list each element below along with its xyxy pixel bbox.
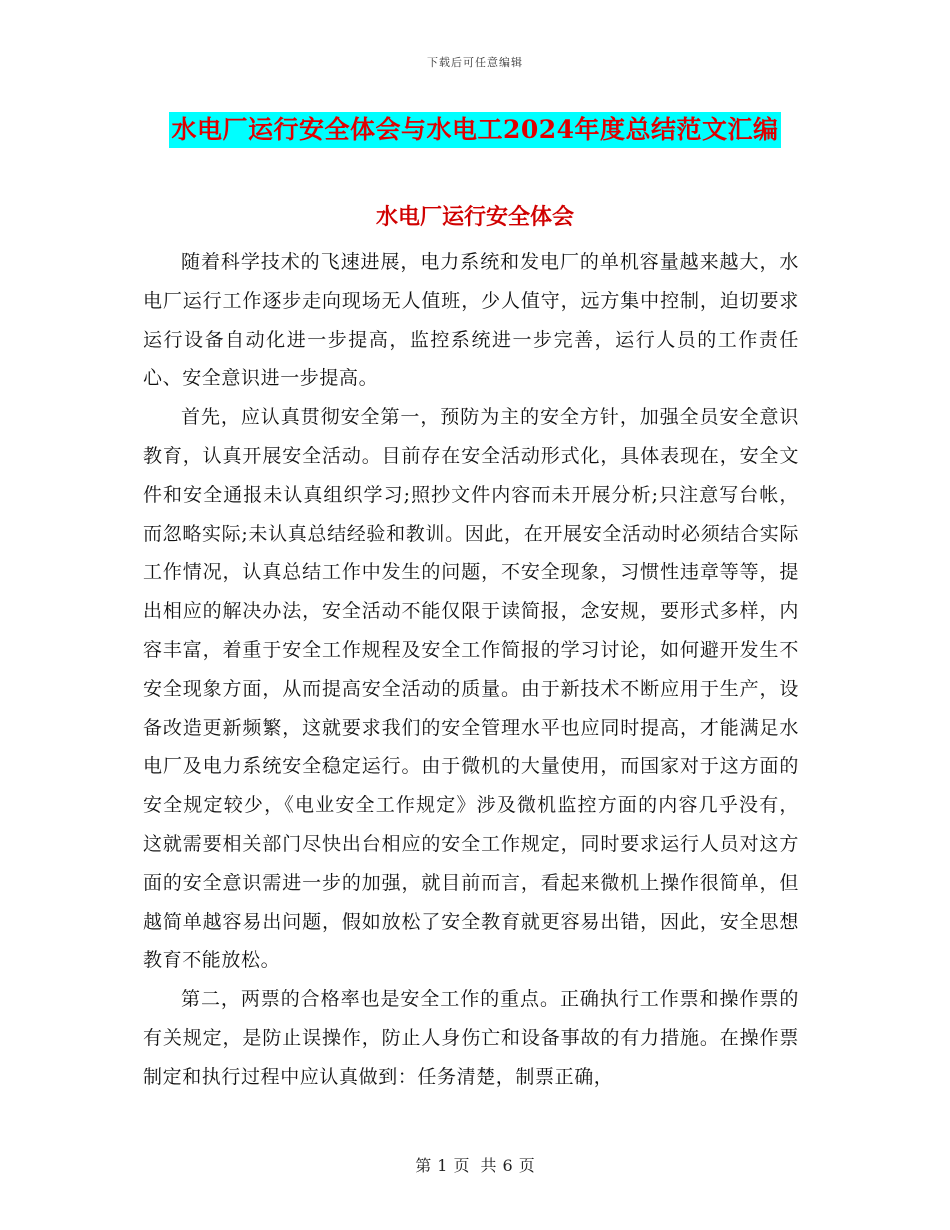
page-footer — [0, 1153, 950, 1176]
paragraph: 首先，应认真贯彻安全第一，预防为主的安全方针，加强全员安全意识教育，认真开展安全活动。目前存在安全活动形式化，具体表现在，安全文件和安全通报未认真组织学习;照抄文件内容而未开展分析;只注意写台帐，而忽略实际;未认真总结经验和教训。因此，在开展安全活动时必须结合实际工作情况，认真总结工作中发生的问题，不安全现象，习惯性违章等等，提出相应的解决办法，安全活动不能仅限于读简报，念安规，要形式多样，内容丰富，着重于安全工作规程及安全工作简报的学习讨论，如何避开发生不安全现象方面，从而提高安全活动的质量。由于新技术不断应用于生产，设备改造更新频繁，这就要求我们的安全管理水平也应同时提高，才能满足水电厂及电力系统安全稳定运行。由于微机的大量使用，而国家对于这方面的安全规定较少，《电业安全工作规定》涉及微机监控方面的内容几乎没有，这就需要相关部门尽快出台相应的安全工作规定，同时要求运行人员对这方面的安全意识需进一步的加强，就目前而言，看起来微机上操作很简单，但越简单越容易出问题，假如放松了安全教育就更容易出错，因此，安全思想教育不能放松。 — [143, 406, 799, 972]
paragraph: 随着科学技术的飞速进展，电力系统和发电厂的单机容量越来越大，水电厂运行工作逐步走向现场无人值班，少人值守，远方集中控制，迫切要求运行设备自动化进一步提高，监控系统进一步完善，运行人员的工作责任心、安全意识进一步提高。 — [143, 251, 799, 390]
document-title-container — [0, 112, 950, 148]
page-label-mid: 页 共 — [453, 1156, 497, 1175]
page-label-prefix: 第 — [415, 1156, 432, 1175]
page-label-suffix: 页 — [518, 1156, 535, 1175]
total-pages-number: 6 — [502, 1156, 513, 1175]
document-body — [143, 243, 799, 1097]
current-page-number: 1 — [437, 1156, 448, 1175]
document-title: 水电厂运行安全体会与水电工2024年度总结范文汇编 — [169, 112, 780, 148]
paragraph: 第二，两票的合格率也是安全工作的重点。正确执行工作票和操作票的有关规定，是防止误操作，防止人身伤亡和设备事故的有力措施。在操作票制定和执行过程中应认真做到：任务清楚，制票正确， — [143, 988, 799, 1088]
section-title: 水电厂运行安全体会 — [375, 204, 574, 230]
header-note: 下载后可任意编辑 — [427, 56, 523, 69]
